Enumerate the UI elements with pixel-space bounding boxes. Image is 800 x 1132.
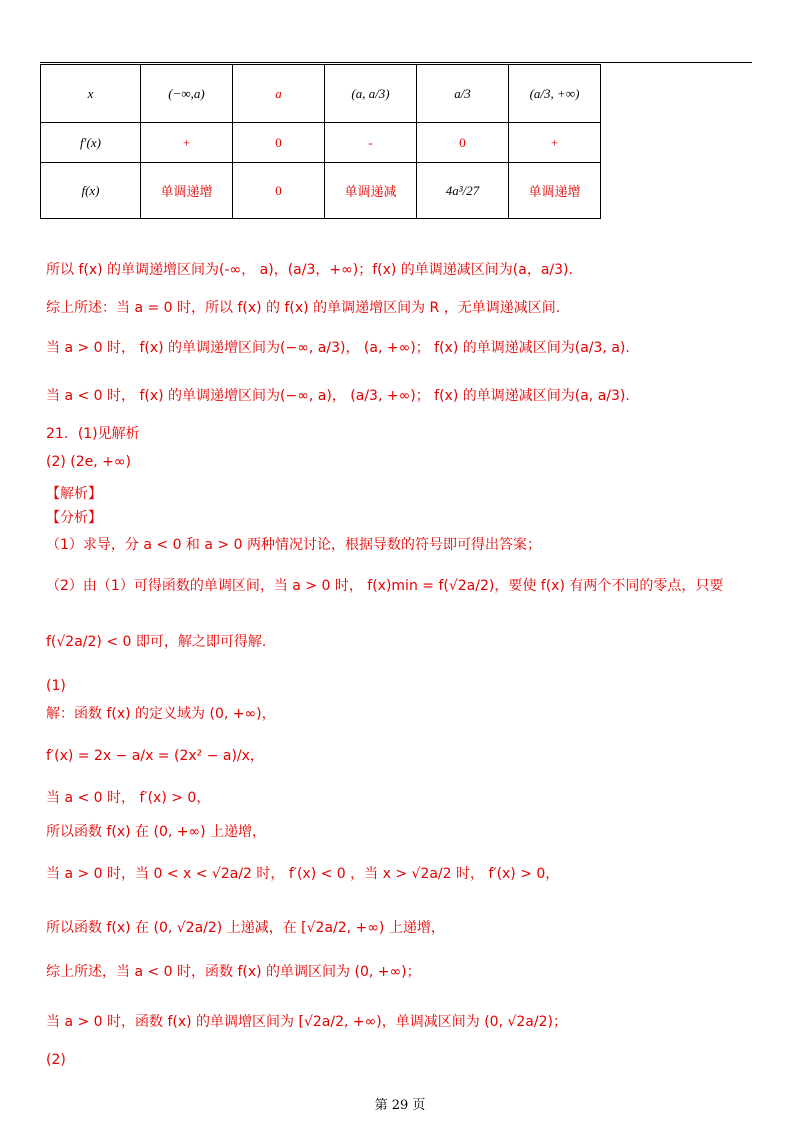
table-row [41,163,601,219]
text-line: (2) [46,1052,66,1068]
table-cell: (a/3, +∞) [509,65,601,123]
text-line: 21．(1)见解析 [46,426,140,442]
table-cell: x [41,65,141,123]
text-line: 当 a > 0 时， f(x) 的单调递增区间为(−∞, a/3)， (a, +∞)； f(x) 的单调递减区间为(a/3, a). [46,340,630,356]
text-line: 当 a < 0 时， f′(x) > 0， [46,790,211,806]
text-line: 当 a < 0 时， f(x) 的单调递增区间为(−∞, a)， (a/3, +∞)； f(x) 的单调递减区间为(a, a/3). [46,388,630,404]
text-line: f′(x) = 2x − a/x = (2x² − a)/x， [46,748,264,764]
text-line: 综上所述：当 a = 0 时，所以 f(x) 的 f(x) 的单调递增区间为 R ，无单调递减区间. [46,300,561,316]
text-line: 所以函数 f(x) 在 (0, +∞) 上递增， [46,824,267,840]
text-line: (2) (2e, +∞) [46,454,132,470]
table-cell: 0 [233,123,325,163]
table-cell: + [509,123,601,163]
text-line: 解：函数 f(x) 的定义域为 (0, +∞)， [46,706,276,722]
text-line: f(√2a/2) < 0 即可，解之即可得解. [46,634,267,650]
page-footer: 第 29 页 [374,1098,426,1113]
text-line: 【分析】 [46,510,102,526]
table-cell: (a, a/3) [325,65,417,123]
top-rule [40,62,752,63]
text-line: 所以函数 f(x) 在 (0, √2a/2) 上递减，在 [√2a/2, +∞) 上递增， [46,920,445,936]
text-line: 综上所述，当 a < 0 时，函数 f(x) 的单调区间为 (0, +∞)； [46,964,421,980]
table-row [41,123,601,163]
text-line: 【解析】 [46,486,102,502]
table-cell: 单调递减 [325,163,417,219]
table-cell: 单调递增 [509,163,601,219]
table-cell: + [141,123,233,163]
table-cell: 4a³/27 [417,163,509,219]
text-line: （2）由（1）可得函数的单调区间，当 a > 0 时， f(x)min = f(√2a/2)，要使 f(x) 有两个不同的零点，只要 [46,578,724,594]
text-line: 当 a > 0 时，当 0 < x < √2a/2 时， f′(x) < 0 ，当 x > √2a/2 时， f′(x) > 0， [46,866,560,882]
table-cell: a/3 [417,65,509,123]
table-cell: 单调递增 [141,163,233,219]
table-cell: 0 [417,123,509,163]
text-line: 所以 f(x) 的单调递增区间为(-∞， a)，(a/3，+∞)；f(x) 的单调递减区间为(a，a/3). [46,262,573,278]
table-cell: f(x) [41,163,141,219]
table-cell: (−∞,a) [141,65,233,123]
table-cell: 0 [233,163,325,219]
table-row [41,65,601,123]
text-line: (1) [46,678,66,694]
table-cell: a [233,65,325,123]
text-line: （1）求导，分 a < 0 和 a > 0 两种情况讨论，根据导数的符号即可得出答案； [46,537,541,553]
table-cell: - [325,123,417,163]
variation-table [40,64,601,219]
table-cell: f′(x) [41,123,141,163]
text-line: 当 a > 0 时，函数 f(x) 的单调增区间为 [√2a/2, +∞)，单调减区间为 (0, √2a/2)； [46,1014,567,1030]
